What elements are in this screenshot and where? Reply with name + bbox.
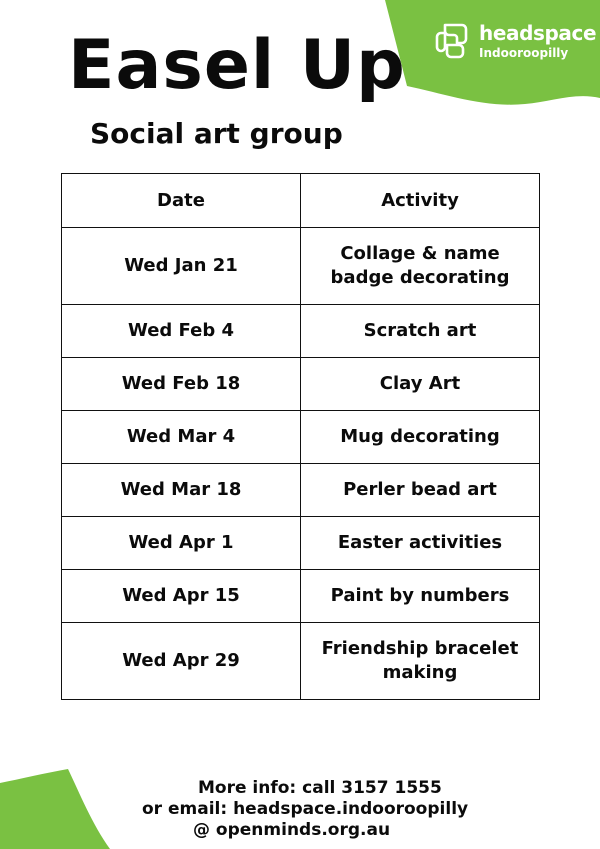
table-row: [62, 570, 540, 623]
table-row: [62, 411, 540, 464]
contact-email[interactable]: or email: headspace.indooroopilly: [142, 799, 469, 819]
activity-cell: Friendship bracelet making: [301, 623, 540, 700]
activity-cell: Mug decorating: [301, 411, 540, 464]
date-cell: Wed Jan 21: [62, 228, 301, 305]
column-header-date: Date: [62, 174, 301, 228]
table-header-row: [62, 174, 540, 228]
date-cell: Wed Mar 18: [62, 464, 301, 517]
table-row: [62, 228, 540, 305]
table-row: [62, 623, 540, 700]
page-title: Easel Up: [68, 26, 406, 105]
headspace-logo-icon: [432, 21, 472, 61]
table-row: [62, 358, 540, 411]
schedule-table: [61, 173, 540, 700]
table-row: [62, 464, 540, 517]
brand-location: Indooroopilly: [479, 46, 569, 60]
activity-cell: Paint by numbers: [301, 570, 540, 623]
contact-email-domain[interactable]: @ openminds.org.au: [193, 820, 391, 840]
date-cell: Wed Apr 15: [62, 570, 301, 623]
activity-cell: Perler bead art: [301, 464, 540, 517]
green-corner-shape-bottom: [0, 769, 110, 849]
date-cell: Wed Feb 18: [62, 358, 301, 411]
date-cell: Wed Apr 1: [62, 517, 301, 570]
date-cell: Wed Mar 4: [62, 411, 301, 464]
column-header-activity: Activity: [301, 174, 540, 228]
table-row: [62, 305, 540, 358]
activity-cell: Scratch art: [301, 305, 540, 358]
contact-phone: More info: call 3157 1555: [198, 778, 442, 798]
page-subtitle: Social art group: [90, 117, 343, 150]
date-cell: Wed Apr 29: [62, 623, 301, 700]
headspace-logo[interactable]: [432, 16, 600, 66]
table-row: [62, 517, 540, 570]
date-cell: Wed Feb 4: [62, 305, 301, 358]
activity-cell: Clay Art: [301, 358, 540, 411]
activity-cell: Collage & name badge decorating: [301, 228, 540, 305]
brand-name: headspace: [479, 21, 597, 45]
activity-cell: Easter activities: [301, 517, 540, 570]
